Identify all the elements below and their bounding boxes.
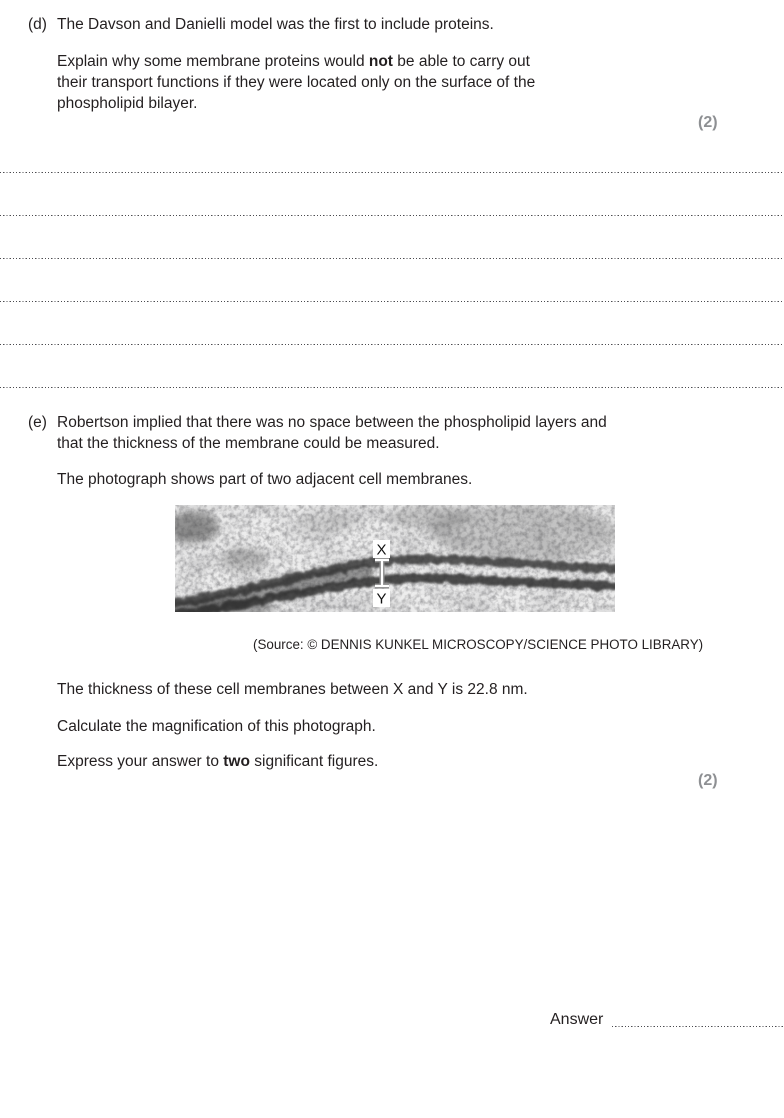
bold-two: two bbox=[223, 753, 250, 770]
part-d-intro: The Davson and Danielli model was the first to include proteins. bbox=[57, 16, 494, 33]
answer-line bbox=[0, 344, 784, 345]
part-e-photo-intro: The photograph shows part of two adjacent cell membranes. bbox=[57, 471, 473, 488]
photo-source-caption: (Source: © DENNIS KUNKEL MICROSCOPY/SCIENCE PHOTO LIBRARY) bbox=[253, 637, 704, 652]
part-d-question-line1: Explain why some membrane proteins would not be able to carry out bbox=[57, 53, 530, 70]
marker-x-label bbox=[373, 540, 390, 559]
part-d-question-line3: phospholipid bilayer. bbox=[57, 95, 198, 112]
part-e-intro bbox=[57, 412, 717, 454]
answer-line bbox=[0, 215, 784, 216]
answer-line bbox=[0, 387, 784, 388]
bold-not: not bbox=[368, 53, 393, 70]
svg-text:Y: Y bbox=[376, 590, 387, 608]
svg-text:X: X bbox=[376, 541, 387, 559]
part-e-label: (e) bbox=[28, 414, 47, 431]
part-d-label: (d) bbox=[28, 16, 47, 33]
answer-dotted-line bbox=[612, 1026, 784, 1027]
answer-line bbox=[0, 172, 784, 173]
answer-label: Answer bbox=[550, 1011, 604, 1028]
marker-y-label bbox=[373, 589, 390, 608]
membrane-micrograph-photo bbox=[175, 505, 615, 612]
express-instruction: Express your answer to two significant figures. bbox=[57, 753, 379, 770]
part-d-marks-badge: (2) bbox=[698, 114, 718, 131]
part-e-intro-line1: Robertson implied that there was no space between the phospholipid layers and bbox=[57, 414, 607, 431]
part-e-intro-line2: that the thickness of the membrane could be measured. bbox=[57, 435, 440, 452]
thickness-statement: The thickness of these cell membranes between X and Y is 22.8 nm. bbox=[57, 681, 528, 698]
micrograph-image bbox=[175, 505, 615, 612]
part-d-question bbox=[57, 51, 677, 114]
calculate-instruction: Calculate the magnification of this photograph. bbox=[57, 718, 376, 735]
part-d-question-line2: their transport functions if they were located only on the surface of the bbox=[57, 74, 536, 91]
answer-line bbox=[0, 258, 784, 259]
part-e-marks-badge: (2) bbox=[698, 772, 718, 789]
answer-line bbox=[0, 301, 784, 302]
